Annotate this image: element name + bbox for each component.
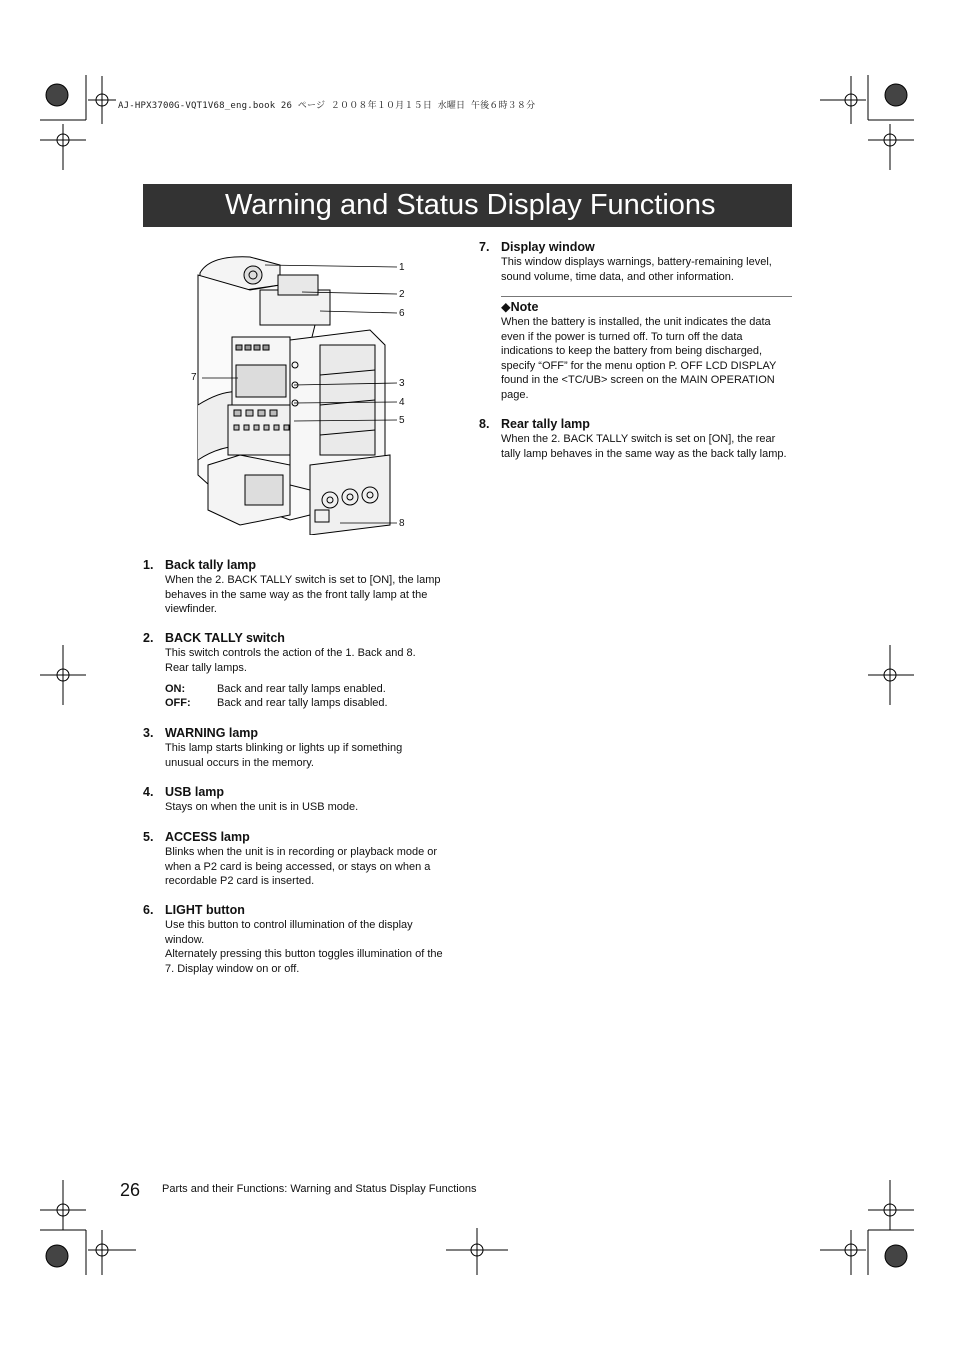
title-bar [143,184,792,227]
item-number: 2. [143,631,154,645]
page-title: Warning and Status Display Functions [225,189,716,221]
file-info-line: AJ-HPX3700G-VQT1V68_eng.book 26 ページ ２００８年１０月１５日 水曜日 午後６時３８分 [118,101,536,111]
item-number: 6. [143,903,154,917]
item-heading: Display window [501,240,595,254]
note-divider [501,296,792,297]
callout-8: 8 [399,518,405,529]
item-number: 1. [143,558,154,572]
item-text: This switch controls the action of the 1. Back and 8. Rear tally lamps. [165,647,416,674]
item-number: 3. [143,726,154,740]
item-text: When the 2. BACK TALLY switch is set on [ON], the rear tally lamp behaves in the same way as the back tally lamp. [501,433,787,460]
item-heading: WARNING lamp [165,726,259,740]
item-heading: BACK TALLY switch [165,631,285,645]
callout-5: 5 [399,415,405,426]
option-key: ON: [165,683,186,695]
item-text: This lamp starts blinking or lights up if something unusual occurs in the memory. [165,742,403,769]
camera-illustration [190,245,410,535]
callout-6: 6 [399,308,405,319]
option-value: Back and rear tally lamps enabled. [217,683,386,695]
item-text: Use this button to control illumination of the display window. [165,919,413,946]
callout-1: 1 [399,262,405,273]
callout-7: 7 [191,372,197,383]
item-number: 5. [143,830,154,844]
item-heading: USB lamp [165,785,225,799]
note-heading: ◆Note [501,300,539,314]
note-text: When the battery is installed, the unit indicates the data even if the power is turned off. To turn off the data indications to keep the battery from being discharged, specify “OFF” for the menu option P. OFF LCD DISPLAY found in the <TC/UB> screen on the MAIN OPERATION page. [501,316,777,401]
item-heading: ACCESS lamp [165,830,250,844]
option-value: Back and rear tally lamps disabled. [217,697,388,709]
item-text: Blinks when the unit is in recording or playback mode or when a P2 card is being accessed, or stays on when a recordable P2 card is inserted. [165,846,438,887]
item-number: 4. [143,785,154,799]
item-text: Stays on when the unit is in USB mode. [165,801,359,813]
item-text: When the 2. BACK TALLY switch is set to [ON], the lamp behaves in the same way as the front tally lamp at the viewfinder. [165,574,441,615]
item-number: 8. [479,417,490,431]
footer-section-title: Parts and their Functions: Warning and Status Display Functions [162,1183,477,1195]
callout-4: 4 [399,397,405,408]
item-text: Alternately pressing this button toggles illumination of the 7. Display window on or off. [165,948,443,975]
item-heading: LIGHT button [165,903,245,917]
option-key: OFF: [165,697,191,709]
callout-3: 3 [399,378,405,389]
item-text: This window displays warnings, battery-remaining level, sound volume, time data, and other information. [501,256,772,283]
item-heading: Back tally lamp [165,558,257,572]
callout-2: 2 [399,289,405,300]
item-heading: Rear tally lamp [501,417,590,431]
page-number: 26 [120,1180,141,1200]
item-number: 7. [479,240,490,254]
